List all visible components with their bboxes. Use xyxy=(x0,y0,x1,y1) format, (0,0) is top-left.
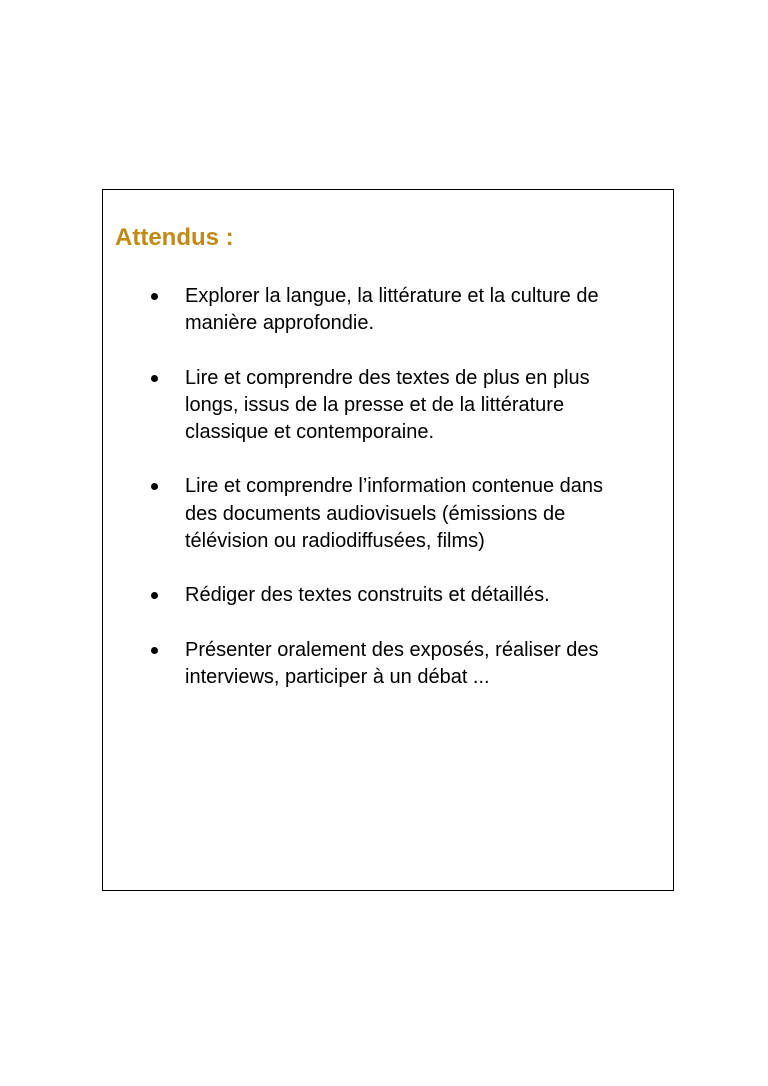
list-item-text: Explorer la langue, la littérature et la culture de manière approfondie. xyxy=(185,285,599,335)
section-title: Attendus : xyxy=(115,224,234,251)
bullet-icon xyxy=(151,592,158,599)
list-item xyxy=(103,473,675,555)
bullet-icon xyxy=(151,375,158,382)
list-item-text: Présenter oralement des exposés, réaliser des interviews, participer à un débat ... xyxy=(185,638,599,688)
bullet-icon xyxy=(151,483,158,490)
list-item-text: Lire et comprendre l’information contenue dans des documents audiovisuels (émissions de télévision ou radiodiffusées, films) xyxy=(185,475,604,553)
bullet-icon xyxy=(151,647,158,654)
list-item xyxy=(103,365,675,447)
list-item xyxy=(103,637,675,692)
list-item-text: Lire et comprendre des textes de plus en plus longs, issus de la presse et de la littérature classique et contemporaine. xyxy=(185,366,590,444)
content-frame xyxy=(102,189,674,891)
bullet-icon xyxy=(151,293,158,300)
list-item xyxy=(103,582,675,609)
list-item xyxy=(103,283,675,338)
list-item-text: Rédiger des textes construits et détaillés. xyxy=(185,584,550,607)
expectations-list xyxy=(103,283,675,718)
